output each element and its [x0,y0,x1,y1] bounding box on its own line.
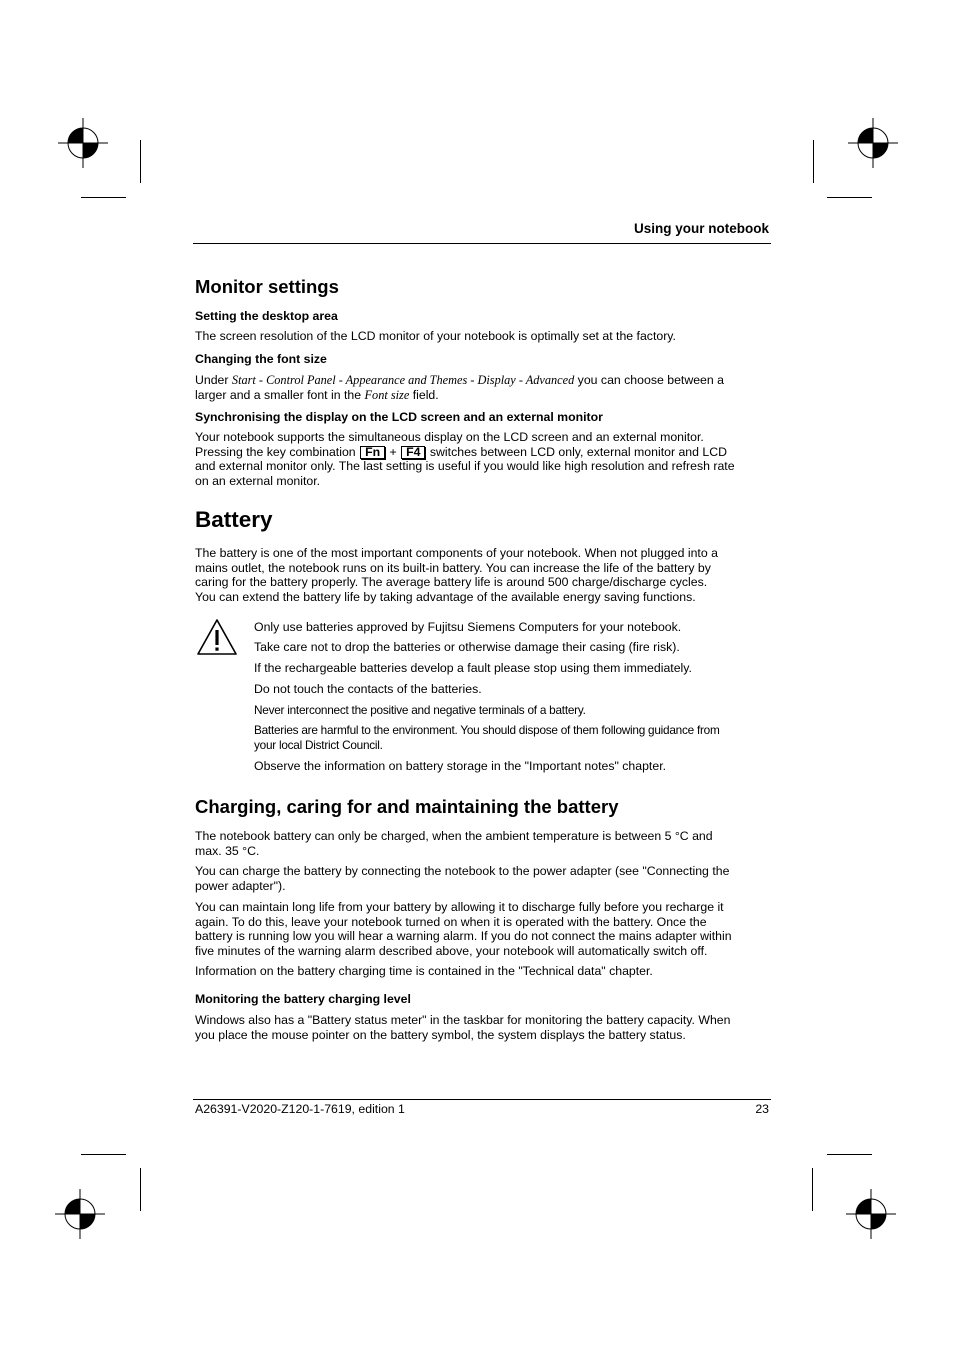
plus-sign: + [389,444,397,459]
warning-item: Never interconnect the positive and negative terminals of a battery. [254,703,586,717]
document-id: A26391-V2020-Z120-1-7619, edition 1 [195,1102,405,1116]
charging-line: five minutes of the warning alarm described above, your notebook will automatically switch off. [195,943,708,958]
sync-line-1: Your notebook supports the simultaneous display on the LCD screen and an external monitor. [195,430,704,444]
crop-line [140,1168,141,1211]
crop-line [827,1154,872,1155]
intro-line: caring for the battery properly. The average battery life is around 500 charge/discharge cycles. [195,575,708,590]
paragraph-charging-3 [195,900,765,958]
paragraph-charging-1 [195,829,765,858]
header-rule [193,243,771,244]
warning-item: Do not touch the contacts of the batteries. [254,682,482,696]
paragraph-charging-2 [195,864,765,893]
sync-line-2-end: switches between LCD only, external monitor and LCD [429,444,727,459]
registration-mark-icon [55,1189,105,1239]
paragraph-desktop-area: The screen resolution of the LCD monitor of your notebook is optimally set at the factory. [195,329,676,343]
monitoring-line: you place the mouse pointer on the battery symbol, the system displays the battery status. [195,1027,686,1042]
sync-line-2-start: Pressing the key combination [195,444,356,459]
monitoring-line: Windows also has a "Battery status meter" in the taskbar for monitoring the battery capacity. When [195,1013,731,1027]
text-line2-start: larger and a smaller font in the [195,387,362,402]
registration-mark-icon [846,1189,896,1239]
registration-mark-icon [848,118,898,168]
charging-line: again. To do this, leave your notebook turned on when it is operated with the battery. Once the [195,914,707,929]
warning-item: Only use batteries approved by Fujitsu Siemens Computers for your notebook. [254,620,682,634]
section-heading-monitor-settings: Monitor settings [195,276,339,297]
subheading-font-size: Changing the font size [195,352,327,366]
page-footer [195,1102,769,1116]
charging-line: battery is running low you will hear a warning alarm. If you do not connect the mains adapter within [195,929,732,944]
running-header: Using your notebook [634,221,769,236]
warning-item: your local District Council. [254,738,383,752]
warning-item: Observe the information on battery storage in the "Important notes" chapter. [254,759,667,773]
text-line2-end: field. [412,387,439,402]
crop-line [827,197,872,198]
charging-line: max. 35 °C. [195,843,260,858]
subheading-desktop-area: Setting the desktop area [195,309,338,323]
subheading-sync-display: Synchronising the display on the LCD screen and an external monitor [195,410,603,424]
sync-line-2 [195,445,765,460]
warning-item: If the rechargeable batteries develop a fault please stop using them immediately. [254,661,692,675]
charging-line: You can maintain long life from your battery by allowing it to discharge fully before you recharge it [195,900,724,914]
charging-line: The notebook battery can only be charged, when the ambient temperature is between 5 °C and [195,829,713,843]
menu-path: Start - Control Panel - Appearance and Themes - Display - Advanced [231,373,575,387]
paragraph-battery-intro [195,546,765,604]
intro-line: The battery is one of the most important components of your notebook. When not plugged into a [195,546,718,560]
text-under: Under [195,373,229,387]
section-heading-charging: Charging, caring for and maintaining the battery [195,796,619,817]
warning-icon [196,618,238,656]
section-heading-battery: Battery [195,507,273,532]
crop-line [140,140,141,183]
paragraph-monitoring [195,1013,765,1042]
sync-line-4: on an external monitor. [195,473,321,488]
intro-line: mains outlet, the notebook runs on its built-in battery. You can increase the life of the battery by [195,560,711,575]
text-mid: you can choose between a [577,373,724,387]
paragraph-font-size [195,373,765,402]
key-fn: Fn [360,446,385,459]
intro-line: You can extend the battery life by taking advantage of the available energy saving functions. [195,589,696,604]
paragraph-charging-4: Information on the battery charging time is contained in the "Technical data" chapter. [195,964,653,978]
subheading-monitoring: Monitoring the battery charging level [195,992,411,1006]
charging-line: You can charge the battery by connecting the notebook to the power adapter (see "Connecting the [195,864,730,878]
warning-item: Batteries are harmful to the environment. You should dispose of them following guidance from [254,723,720,737]
crop-line [813,140,814,183]
field-name: Font size [364,387,410,402]
crop-line [812,1168,813,1211]
paragraph-sync-display [195,430,765,488]
sync-line-3: and external monitor only. The last setting is useful if you would like high resolution and refresh rate [195,459,735,474]
page-number: 23 [755,1102,769,1116]
registration-mark-icon [58,118,108,168]
crop-line [81,197,126,198]
footer-rule [193,1099,771,1100]
charging-line: power adapter"). [195,878,286,893]
crop-line [81,1154,126,1155]
warning-item: Take care not to drop the batteries or otherwise damage their casing (fire risk). [254,640,680,654]
key-f4: F4 [401,446,425,459]
